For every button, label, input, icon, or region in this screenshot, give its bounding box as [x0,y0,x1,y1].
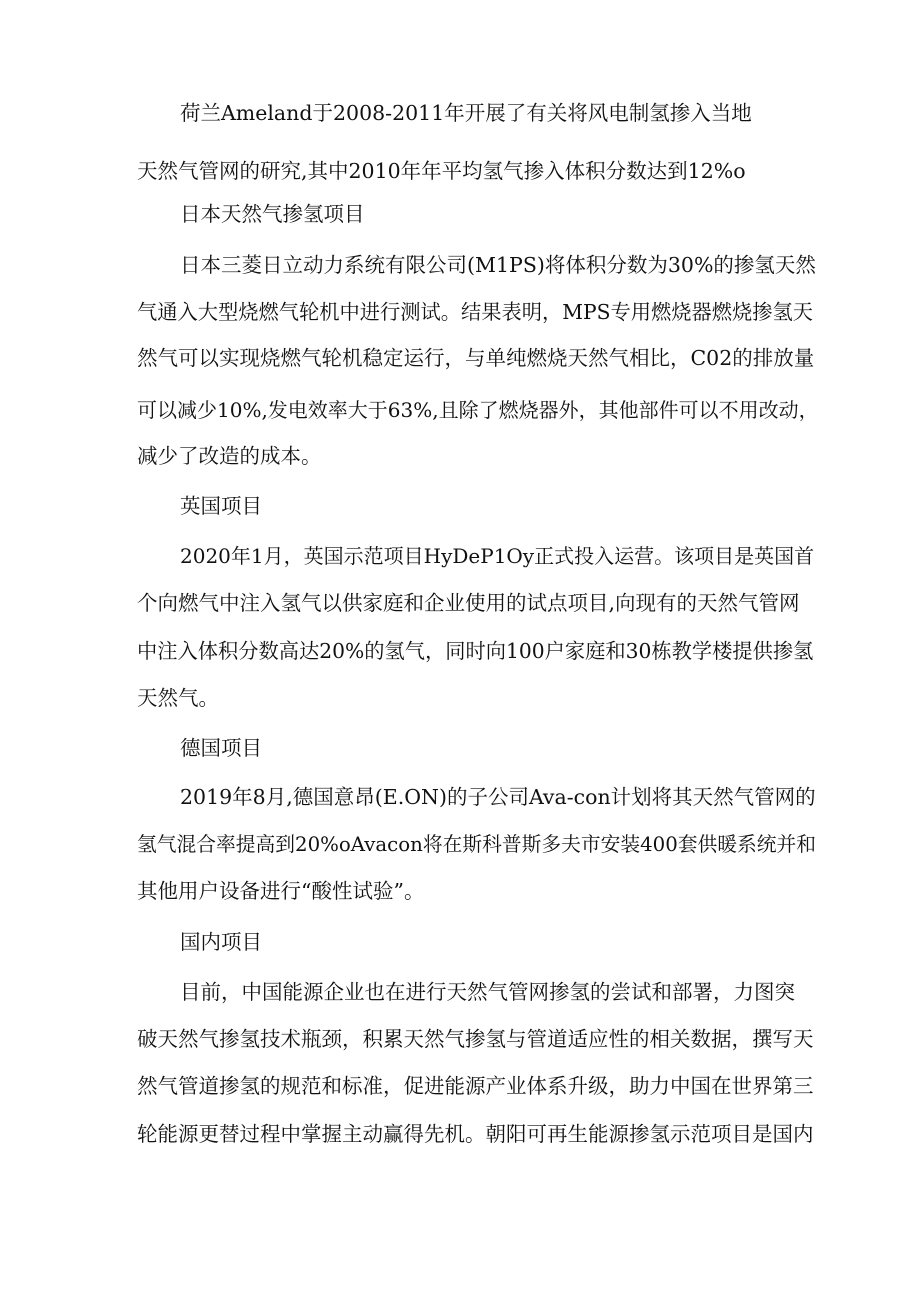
paragraph-line: 日本三菱日立动力系统有限公司(M1PS)将体积分数为30%的掺氢天然 [180,253,816,277]
section-heading-uk: 英国项目 [180,494,262,518]
paragraph-line: 中注入体积分数高达20%的氢气，同时向100户家庭和30栋教学楼提供掺氢 [137,639,814,663]
section-heading-china: 国内项目 [180,930,262,954]
paragraph-line: 个向燃气中注入氢气以供家庭和企业使用的试点项目,向现有的天然气管网 [137,591,800,615]
paragraph-line: 轮能源更替过程中掌握主动赢得先机。朝阳可再生能源掺氢示范项目是国内 [137,1122,814,1146]
paragraph-line: 天然气管网的研究,其中2010年年平均氢气掺入体积分数达到12%o [137,159,746,183]
paragraph-line: 氢气混合率提高到20%oAvacon将在斯科普斯多夫市安装400套供暖系统并和 [137,833,817,856]
paragraph-line: 其他用户设备进行“酸性试验”。 [137,879,425,903]
paragraph-line: 破天然气掺氢技术瓶颈，积累天然气掺氢与管道适应性的相关数据，撰写天 [137,1027,814,1051]
paragraph-line: 目前，中国能源企业也在进行天然气管网掺氢的尝试和部署，力图突 [180,980,795,1004]
paragraph-line: 减少了改造的成本。 [137,444,322,468]
paragraph-line: 可以减少10%,发电效率大于63%,且除了燃烧器外，其他部件可以不用改动， [137,398,819,422]
paragraph-line: 2020年1月，英国示范项目HyDeP1Oy正式投入运营。该项目是英国首 [180,544,815,568]
paragraph-line: 天然气。 [137,686,219,710]
paragraph-line: 然气可以实现烧燃气轮机稳定运行，与单纯燃烧天然气相比，C02的排放量 [137,346,815,370]
paragraph-line: 荷兰Ameland于2008-2011年开展了有关将风电制氢掺入当地 [180,101,752,125]
paragraph-line: 气通入大型烧燃气轮机中进行测试。结果表明，MPS专用燃烧器燃烧掺氢天 [137,300,813,324]
paragraph-line: 2019年8月,德国意昂(E.ON)的子公司Ava-con计划将其天然气管网的 [180,785,816,809]
paragraph-line: 然气管道掺氢的规范和标准，促进能源产业体系升级，助力中国在世界第三 [137,1074,814,1098]
section-heading-germany: 德国项目 [180,736,262,760]
section-heading-japan: 日本天然气掺氢项目 [180,202,365,226]
